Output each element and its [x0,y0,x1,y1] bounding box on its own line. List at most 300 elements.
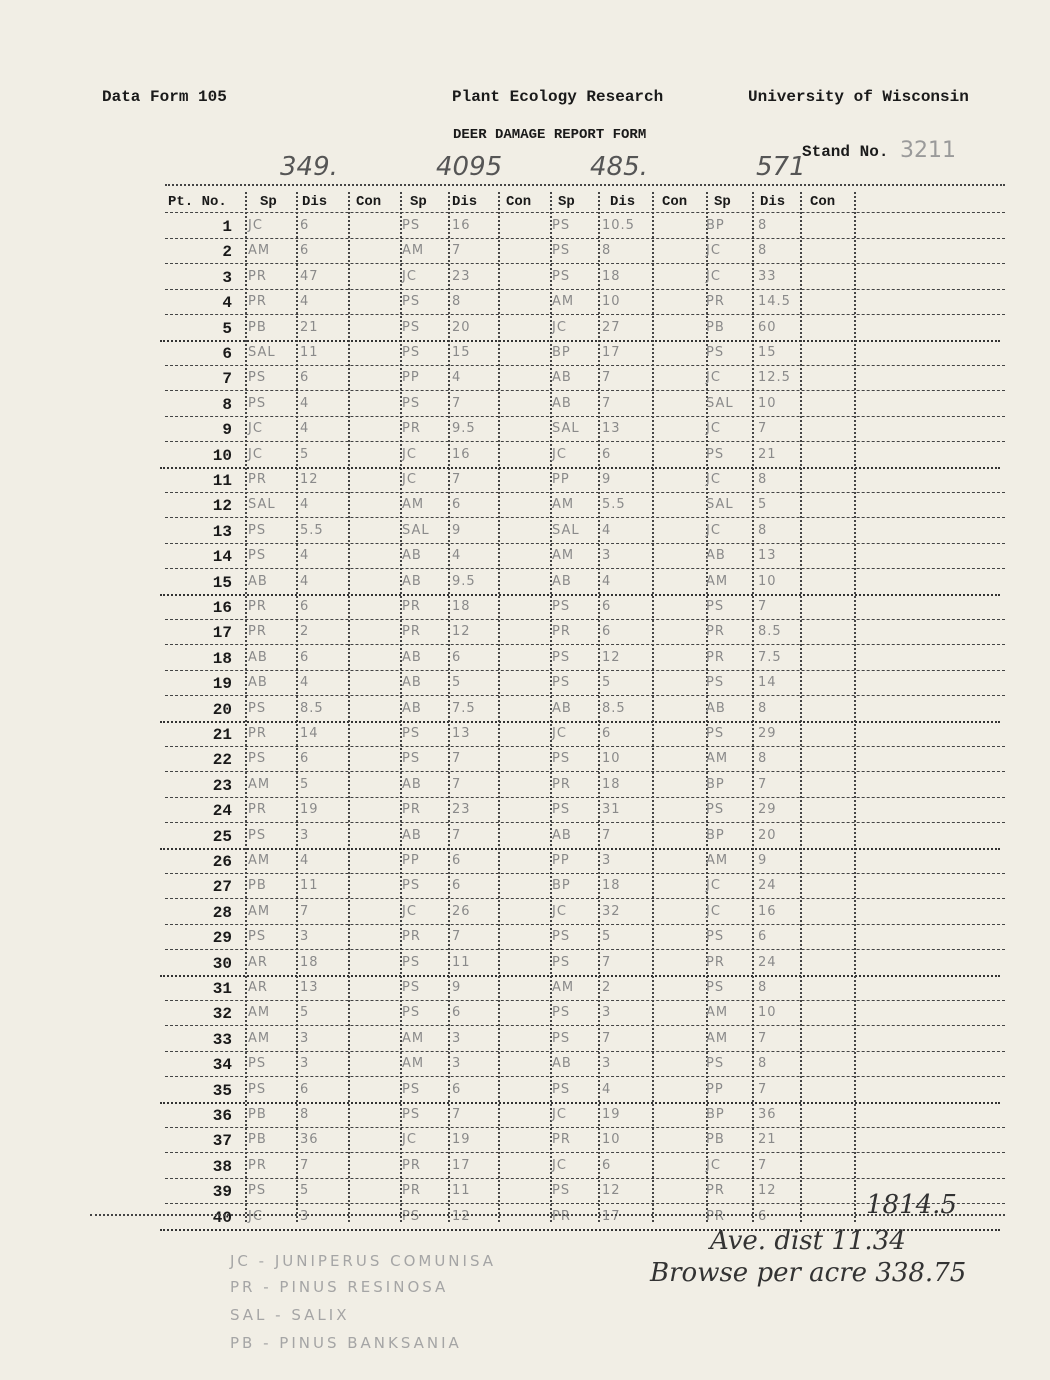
distance-cell: 7 [758,1030,768,1046]
distance-cell: 4 [300,294,310,310]
species-cell: PR [248,624,267,640]
distance-cell: 4 [300,573,310,589]
row-number: 33 [212,1030,232,1049]
species-cell: PR [402,599,421,614]
distance-cell: 21 [758,446,777,462]
species-cell: PP [402,853,420,868]
distance-cell: 8 [602,243,612,259]
species-cell: PS [402,954,421,970]
col-header-dis-1: Dis [302,194,328,210]
species-cell: SAL [706,497,734,513]
species-cell: PS [552,929,571,945]
species-cell: PS [706,446,725,462]
species-cell: PR [402,421,421,437]
species-cell: PS [552,802,571,818]
col-header-dis-2: Dis [452,194,478,210]
grand-total: 1814.5 [866,1190,957,1220]
distance-cell: 29 [758,802,777,818]
species-cell: PS [706,929,725,945]
distance-cell: 27 [602,319,621,335]
distance-cell: 7 [452,472,462,487]
species-cell: AM [706,1005,729,1021]
species-cell: PS [248,522,267,538]
row-rule [165,644,1005,645]
species-cell: AB [706,700,726,716]
distance-cell: 4 [452,548,462,564]
row-number: 3 [222,268,232,287]
distance-cell: 8 [300,1107,310,1122]
row-rule [165,517,1005,518]
col-header-sp-4: Sp [714,194,731,210]
species-cell: JC [248,1208,263,1224]
species-cell: PS [248,929,267,945]
species-cell: AM [248,1030,271,1046]
species-cell: PR [248,599,267,614]
distance-cell: 10 [758,573,777,589]
distance-cell: 24 [758,954,777,970]
distance-cell: 8 [452,294,462,310]
row-rule [160,721,1000,723]
distance-cell: 26 [452,903,471,919]
species-cell: PS [248,700,267,716]
row-number: 25 [212,827,232,846]
species-cell: PR [248,294,267,310]
species-cell: AB [248,675,268,691]
distance-cell: 6 [452,853,462,868]
row-number: 37 [212,1132,232,1151]
distance-cell: 8.5 [300,700,324,716]
distance-cell: 2 [300,624,310,640]
column-divider [598,192,600,1222]
species-cell: BP [706,1107,725,1122]
distance-cell: 13 [300,980,319,995]
species-cell: PR [248,726,267,741]
species-cell: SAL [552,421,580,437]
distance-cell: 8 [758,751,768,767]
species-cell: AB [402,548,422,564]
species-cell: JC [248,446,263,462]
distance-cell: 3 [602,548,612,564]
distance-cell: 6 [452,649,462,665]
species-cell: PR [706,649,725,665]
distance-cell: 5 [300,1005,310,1021]
distance-cell: 9.5 [452,421,476,437]
species-cell: AB [402,675,422,691]
species-cell: PS [402,726,421,741]
distance-cell: 5 [300,446,310,462]
column-total-4: 571 [756,152,806,182]
species-cell: PS [552,1183,571,1199]
species-cell: JC [706,243,721,259]
row-number: 8 [222,395,232,414]
row-rule [165,797,1005,798]
column-total-1: 349. [280,152,338,182]
species-cell: PS [248,827,267,843]
species-cell: JC [706,268,721,284]
distance-cell: 36 [758,1107,777,1122]
species-cell: AB [552,370,572,386]
distance-cell: 16 [758,903,777,919]
row-number: 26 [212,853,232,871]
distance-cell: 7 [602,395,612,411]
row-rule [160,975,1000,977]
row-number: 6 [222,345,232,363]
distance-cell: 7.5 [758,649,782,665]
species-cell: PS [552,243,571,259]
col-header-dis-4: Dis [760,194,786,210]
species-cell: PR [706,954,725,970]
distance-cell: 3 [452,1030,462,1046]
row-number: 40 [212,1208,232,1227]
distance-cell: 60 [758,319,777,335]
row-rule [165,949,1005,950]
species-cell: AM [706,853,729,868]
distance-cell: 5 [300,776,310,792]
distance-cell: 5.5 [300,522,324,538]
row-number: 23 [212,776,232,795]
species-cell: AB [552,573,572,589]
distance-cell: 4 [300,548,310,564]
species-cell: JC [248,421,263,437]
species-cell: PS [248,370,267,386]
col-header-con-2: Con [506,194,532,210]
row-rule [165,543,1005,544]
distance-cell: 9 [602,472,612,487]
species-cell: AM [402,1056,425,1072]
distance-cell: 14 [300,726,319,741]
species-cell: PS [248,1081,267,1097]
species-cell: AB [402,649,422,665]
row-rule [165,670,1005,671]
distance-cell: 16 [452,446,471,462]
row-rule [165,365,1005,366]
column-divider [800,192,802,1222]
species-cell: PS [248,1183,267,1199]
row-number: 21 [212,726,232,744]
distance-cell: 2 [602,980,612,995]
species-cell: JC [552,446,567,462]
species-cell: AM [552,548,575,564]
species-cell: SAL [706,395,734,411]
species-cell: PS [706,675,725,691]
distance-cell: 13 [452,726,471,741]
species-cell: PP [552,853,570,868]
distance-cell: 11 [300,345,319,360]
distance-cell: 16 [452,218,471,233]
row-rule [165,822,1005,823]
species-cell: PS [552,649,571,665]
distance-cell: 18 [300,954,319,970]
distance-cell: 10 [758,1005,777,1021]
distance-cell: 6 [300,370,310,386]
row-number: 14 [212,548,232,567]
distance-cell: 8 [758,700,768,716]
species-cell: AM [552,294,575,310]
species-cell: PS [552,1030,571,1046]
species-cell: JC [552,903,567,919]
distance-cell: 7 [602,827,612,843]
distance-cell: 18 [602,878,621,894]
row-number: 38 [212,1157,232,1176]
organization: Plant Ecology Research [452,88,664,106]
species-cell: SAL [248,497,276,513]
distance-cell: 7.5 [452,700,476,716]
distance-cell: 8 [758,243,768,259]
distance-cell: 9 [452,980,462,995]
species-cell: AM [248,776,271,792]
species-cell: PR [248,472,267,487]
distance-cell: 6 [758,929,768,945]
distance-cell: 4 [300,421,310,437]
distance-cell: 4 [452,370,462,386]
distance-cell: 6 [452,1005,462,1021]
legend-item: SAL - SALIX [230,1306,350,1324]
species-cell: PS [248,548,267,564]
row-rule [165,746,1005,747]
species-cell: PR [402,1183,421,1199]
species-cell: JC [706,370,721,386]
species-cell: AM [402,243,425,259]
species-cell: PS [248,395,267,411]
distance-cell: 19 [300,802,319,818]
distance-cell: 7 [758,599,768,614]
species-cell: AM [552,980,575,995]
distance-cell: 3 [300,1030,310,1046]
distance-cell: 17 [602,1208,621,1224]
distance-cell: 23 [452,268,471,284]
row-number: 10 [212,446,232,465]
distance-cell: 17 [452,1157,471,1173]
distance-cell: 11 [452,954,471,970]
row-rule [160,594,1000,596]
row-rule [165,619,1005,620]
distance-cell: 7 [758,1081,768,1097]
distance-cell: 14.5 [758,294,791,310]
row-number: 1 [222,218,232,236]
distance-cell: 5.5 [602,497,626,513]
distance-cell: 9 [452,522,462,538]
distance-cell: 12.5 [758,370,791,386]
species-cell: PS [402,395,421,411]
distance-cell: 3 [452,1056,462,1072]
distance-cell: 36 [300,1132,319,1148]
distance-cell: 6 [602,624,612,640]
species-cell: PS [402,1081,421,1097]
legend-item: JC - JUNIPERUS COMUNISA [230,1252,497,1270]
species-cell: JC [706,421,721,437]
row-rule [165,1025,1005,1026]
distance-cell: 17 [602,345,621,360]
distance-cell: 12 [758,1183,777,1199]
row-rule [165,1051,1005,1052]
species-cell: PS [402,345,421,360]
row-number: 34 [212,1056,232,1075]
column-total-2: 4095 [436,152,503,182]
distance-cell: 19 [602,1107,621,1122]
species-cell: PS [706,345,725,360]
species-cell: PS [706,980,725,995]
distance-cell: 23 [452,802,471,818]
distance-cell: 8 [758,1056,768,1072]
distance-cell: 3 [300,827,310,843]
species-cell: PS [248,1056,267,1072]
species-cell: JC [248,218,263,233]
row-rule [160,340,1000,342]
species-cell: PS [402,1005,421,1021]
species-cell: PR [552,776,571,792]
col-header-sp-1: Sp [260,194,277,210]
row-number: 19 [212,675,232,694]
species-cell: SAL [402,522,430,538]
distance-cell: 5 [758,497,768,513]
species-cell: PP [552,472,570,487]
species-cell: BP [706,218,725,233]
row-rule [165,492,1005,493]
col-header-sp-3: Sp [558,194,575,210]
row-rule [165,873,1005,874]
row-number: 30 [212,954,232,973]
distance-cell: 20 [452,319,471,335]
distance-cell: 31 [602,802,621,818]
distance-cell: 14 [758,675,777,691]
distance-cell: 7 [602,954,612,970]
species-cell: AM [706,751,729,767]
row-rule [165,441,1005,442]
species-cell: PR [552,1132,571,1148]
species-cell: PS [552,675,571,691]
distance-cell: 10 [602,1132,621,1148]
col-header-sp-2: Sp [410,194,427,210]
distance-cell: 12 [602,1183,621,1199]
species-cell: BP [706,776,725,792]
species-cell: PB [248,878,267,894]
species-cell: PP [402,370,420,386]
distance-cell: 10.5 [602,218,635,233]
species-cell: PP [706,1081,724,1097]
distance-cell: 47 [300,268,319,284]
distance-cell: 13 [758,548,777,564]
species-cell: JC [706,903,721,919]
distance-cell: 7 [452,1107,462,1122]
species-cell: PS [706,1056,725,1072]
species-cell: PS [402,294,421,310]
column-divider [245,192,247,1222]
column-divider [348,192,350,1222]
col-header-dis-3: Dis [610,194,636,210]
distance-cell: 8.5 [602,700,626,716]
species-cell: AM [402,497,425,513]
species-cell: PS [402,751,421,767]
distance-cell: 4 [300,497,310,513]
row-rule [165,289,1005,290]
row-rule [165,416,1005,417]
species-cell: BP [552,878,571,894]
species-cell: JC [552,726,567,741]
species-cell: PS [402,218,421,233]
species-cell: PS [706,726,725,741]
column-total-3: 485. [590,152,648,182]
species-cell: BP [552,345,571,360]
species-cell: PS [552,268,571,284]
browse-per-acre: Browse per acre 338.75 [650,1258,967,1288]
species-cell: AM [402,1030,425,1046]
row-rule [165,390,1005,391]
distance-cell: 24 [758,878,777,894]
distance-cell: 8 [758,980,768,995]
top-rule [165,184,1005,186]
species-cell: JC [552,1107,567,1122]
distance-cell: 3 [300,929,310,945]
row-number: 11 [212,472,232,490]
species-cell: SAL [552,522,580,538]
distance-cell: 6 [300,243,310,259]
distance-cell: 4 [300,853,310,868]
distance-cell: 7 [452,776,462,792]
row-rule [165,263,1005,264]
distance-cell: 15 [758,345,777,360]
row-rule [165,924,1005,925]
distance-cell: 6 [452,497,462,513]
row-number: 36 [212,1107,232,1125]
species-cell: PS [402,878,421,894]
species-cell: AB [248,649,268,665]
species-cell: PS [552,218,571,233]
row-number: 2 [222,243,232,262]
distance-cell: 7 [300,903,310,919]
distance-cell: 18 [602,268,621,284]
species-cell: PS [402,1208,421,1224]
species-cell: AM [706,1030,729,1046]
distance-cell: 4 [602,1081,612,1097]
species-cell: JC [402,1132,417,1148]
species-cell: JC [402,446,417,462]
species-cell: PR [706,1183,725,1199]
distance-cell: 6 [758,1208,768,1224]
species-cell: PB [248,1132,267,1148]
header-rule [165,212,1005,213]
species-cell: PR [402,929,421,945]
distance-cell: 7 [300,1157,310,1173]
row-rule [160,1102,1000,1104]
distance-cell: 10 [602,294,621,310]
species-cell: JC [552,319,567,335]
species-cell: AM [248,1005,271,1021]
university: University of Wisconsin [748,88,969,106]
column-divider [296,192,298,1222]
row-rule [165,1000,1005,1001]
row-number: 20 [212,700,232,719]
average-distance: Ave. dist 11.34 [710,1226,906,1256]
row-number: 16 [212,599,232,617]
species-cell: AB [248,573,268,589]
stand-label: Stand No. [802,143,889,161]
species-cell: PR [402,1157,421,1173]
species-cell: PB [706,319,725,335]
distance-cell: 5 [602,675,612,691]
distance-cell: 7 [452,243,462,259]
row-number: 17 [212,624,232,643]
column-divider [448,192,450,1222]
distance-cell: 13 [602,421,621,437]
row-number: 35 [212,1081,232,1100]
distance-cell: 11 [452,1183,471,1199]
row-rule [165,1076,1005,1077]
distance-cell: 3 [602,853,612,868]
distance-cell: 12 [452,1208,471,1224]
row-number: 24 [212,802,232,821]
distance-cell: 3 [602,1005,612,1021]
species-cell: BP [706,827,725,843]
